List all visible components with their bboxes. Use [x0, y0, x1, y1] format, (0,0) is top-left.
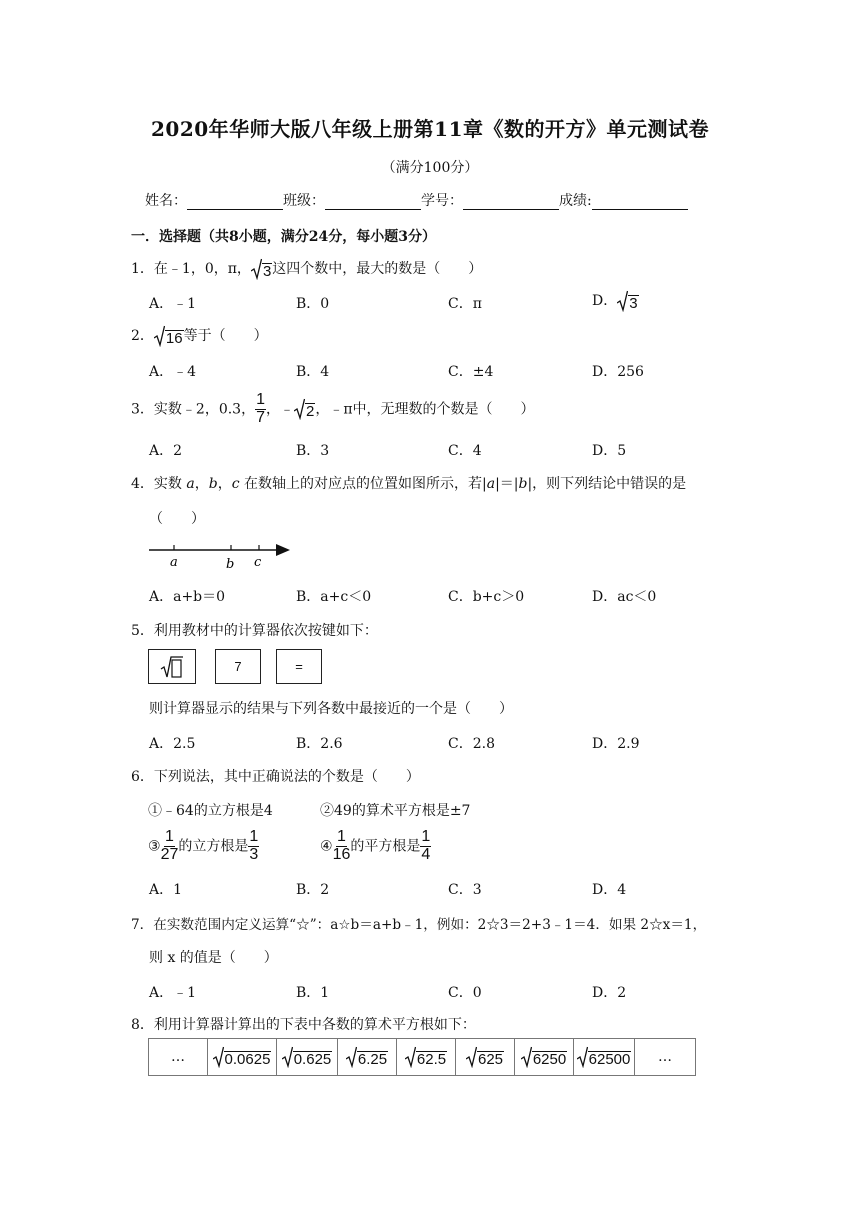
- id-label: 学号：: [421, 193, 463, 209]
- key-equals: =: [276, 649, 322, 684]
- table-row: [149, 1039, 696, 1076]
- q1-option-d[interactable]: D． 3: [592, 290, 639, 312]
- sqrt-16: 16: [154, 325, 184, 347]
- q3-option-c[interactable]: C．4: [448, 443, 482, 459]
- key-7: 7: [215, 649, 261, 684]
- table-cell-ellipsis-left: …: [149, 1039, 208, 1076]
- page-subtitle: （满分100分）: [381, 160, 479, 176]
- name-label: 姓名：: [145, 193, 187, 209]
- q2-option-d[interactable]: D．256: [592, 364, 644, 380]
- sqrt-3: 3: [617, 290, 638, 312]
- q2-option-a[interactable]: A．﹣4: [149, 364, 197, 380]
- table-cell: 625: [456, 1039, 515, 1076]
- q1-text-pre: 1．在﹣1，0，π，: [131, 261, 251, 277]
- q2-option-b[interactable]: B．4: [296, 364, 330, 380]
- number-line-arrow: [276, 544, 290, 556]
- q3-option-b[interactable]: B．3: [296, 443, 330, 459]
- axis-label-b: b: [226, 557, 235, 570]
- axis-label-a: a: [170, 555, 178, 570]
- axis-label-c: c: [254, 555, 262, 570]
- q3-option-d[interactable]: D．5: [592, 443, 627, 459]
- table-cell-ellipsis-right: …: [635, 1039, 696, 1076]
- question-3-stem: 3．实数﹣2，0.3， $\frac{1}{7}$ ，﹣ 2 ，﹣π中，无理数的个数是（ ）: [131, 391, 535, 426]
- table-cell: 62.5: [397, 1039, 456, 1076]
- question-4-stem: 4．实数 a，b，c 在数轴上的对应点的位置如图所示，若|a|＝|b|，则下列结论中错误的是: [131, 476, 687, 492]
- q7-option-a[interactable]: A．﹣1: [149, 985, 197, 1001]
- q6-statement-2: ②49的算术平方根是±7: [320, 803, 471, 819]
- student-info-row: [145, 190, 688, 210]
- table-cell: 0.625: [277, 1039, 338, 1076]
- score-label: 成绩:: [559, 193, 592, 209]
- sqrt-2: 2: [294, 398, 315, 420]
- page-title: 2020年华师大版八年级上册第11章《数的开方》单元测试卷: [151, 117, 709, 141]
- q5-option-a[interactable]: A．2.5: [149, 736, 196, 752]
- q4-option-a[interactable]: A．a+b＝0: [149, 589, 226, 605]
- question-5-stem: 5．利用教材中的计算器依次按键如下：: [131, 623, 378, 639]
- table-cell: 0.0625: [208, 1039, 277, 1076]
- question-2-stem: 2． 16 等于（ ）: [131, 325, 268, 347]
- q5-option-b[interactable]: B．2.6: [296, 736, 343, 752]
- q1-option-a[interactable]: A．﹣1: [149, 296, 197, 312]
- table-cell: 6250: [515, 1039, 574, 1076]
- q7-option-c[interactable]: C．0: [448, 985, 482, 1001]
- q4-option-b[interactable]: B．a+c＜0: [296, 589, 372, 605]
- class-blank[interactable]: [325, 195, 421, 210]
- table-cell: 62500: [574, 1039, 635, 1076]
- question-4-stem-line2: （ ）: [149, 511, 205, 527]
- question-7-stem: 7．在实数范围内定义运算“☆”：a☆b＝a+b﹣1，例如：2☆3＝2+3﹣1＝4．如果 2☆x＝1，: [131, 917, 707, 933]
- q4-option-c[interactable]: C．b+c＞0: [448, 589, 525, 605]
- q3-option-a[interactable]: A．2: [149, 443, 183, 459]
- q7-option-b[interactable]: B．1: [296, 985, 330, 1001]
- q1-text-post: 这四个数中，最大的数是（ ）: [272, 261, 483, 277]
- q1-option-b[interactable]: B．0: [296, 296, 330, 312]
- q4-option-d[interactable]: D．ac＜0: [592, 589, 657, 605]
- sqrt-3: 3: [251, 258, 272, 280]
- q6-option-c[interactable]: C．3: [448, 882, 482, 898]
- question-7-line2: 则 x 的值是（ ）: [149, 950, 278, 966]
- q6-statement-4: ④ $\frac{1}{16}$ 的平方根是 $\frac{1}{4}$: [320, 828, 431, 863]
- q6-option-b[interactable]: B．2: [296, 882, 330, 898]
- question-5-line2: 则计算器显示的结果与下列各数中最接近的一个是（ ）: [149, 701, 513, 717]
- question-6-stem: 6．下列说法，其中正确说法的个数是（ ）: [131, 769, 420, 785]
- table-cell: 6.25: [338, 1039, 397, 1076]
- q6-option-d[interactable]: D．4: [592, 882, 627, 898]
- sqrt-key-icon: [148, 649, 196, 684]
- section-heading: 一．选择题（共8小题，满分24分，每小题3分）: [131, 229, 436, 245]
- q6-option-a[interactable]: A．1: [149, 882, 183, 898]
- q2-option-c[interactable]: C．±4: [448, 364, 494, 380]
- q5-option-c[interactable]: C．2.8: [448, 736, 495, 752]
- name-blank[interactable]: [187, 195, 283, 210]
- q7-option-d[interactable]: D．2: [592, 985, 627, 1001]
- id-blank[interactable]: [463, 195, 559, 210]
- question-1-stem: [131, 258, 482, 280]
- sqrt-table: [148, 1038, 696, 1076]
- class-label: 班级：: [283, 193, 325, 209]
- q1-option-c[interactable]: C．π: [448, 296, 482, 312]
- score-blank[interactable]: [592, 195, 688, 210]
- number-line-diagram: [148, 538, 294, 570]
- q6-statement-3: ③ $\frac{1}{27}$ 的立方根是 $\frac{1}{3}$: [148, 828, 259, 863]
- q6-statement-1: ①﹣64的立方根是4: [148, 803, 273, 819]
- fraction-1-7: $\frac{1}{7}$: [256, 391, 265, 426]
- q5-option-d[interactable]: D．2.9: [592, 736, 640, 752]
- question-8-stem: 8．利用计算器计算出的下表中各数的算术平方根如下：: [131, 1017, 476, 1033]
